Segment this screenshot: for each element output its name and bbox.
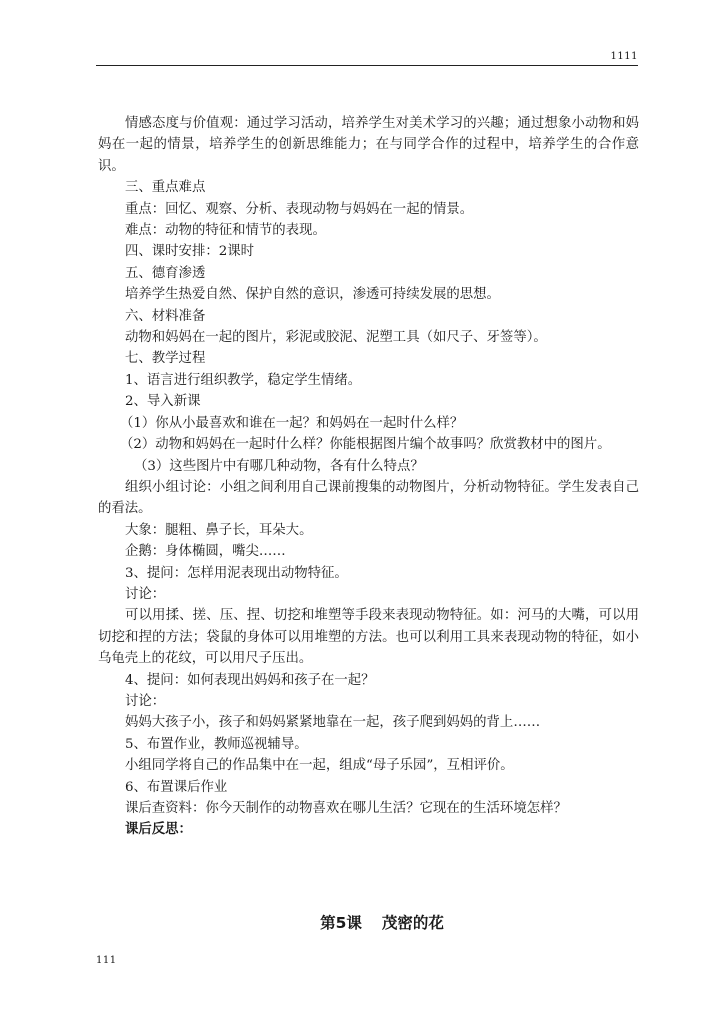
paragraph-group-works: 小组同学将自己的作品集中在一起，组成“母子乐园”，互相评价。 bbox=[125, 758, 514, 774]
list-item: 2、导入新课 bbox=[125, 394, 201, 410]
question-item: （3）这些图片中有哪几种动物，各有什么特点？ bbox=[134, 458, 424, 474]
paragraph-homework: 课后查资料：你今天制作的动物喜欢在哪儿生活？它现在的生活环境怎样？ bbox=[125, 801, 567, 816]
paragraph-attitude-values: 情感态度与价值观：通过学习活动，培养学生对美术学习的兴趣；通过想象小动物和妈妈在一起的情景，培养学生的创新思维能力；在与同学合作的过程中，培养学生的合作意识。 bbox=[98, 116, 639, 174]
list-item: 3、提问：怎样用泥表现出动物特征。 bbox=[125, 565, 348, 581]
lesson-name: 茂密的花 bbox=[381, 914, 444, 932]
heading-materials: 六、材料准备 bbox=[125, 308, 206, 324]
discussion-label: 讨论： bbox=[125, 586, 166, 602]
list-item: 5、布置作业，教师巡视辅导。 bbox=[125, 736, 308, 752]
discussion-label: 讨论： bbox=[125, 693, 166, 709]
heading-key-difficulties: 三、重点难点 bbox=[125, 180, 206, 196]
list-item: 4、提问：如何表现出妈妈和孩子在一起？ bbox=[125, 672, 375, 688]
heading-teaching-process: 七、教学过程 bbox=[125, 351, 206, 367]
paragraph-mother-child: 妈妈大孩子小，孩子和妈妈紧紧地靠在一起，孩子爬到妈妈的背上…… bbox=[125, 715, 541, 731]
header-rule bbox=[96, 65, 638, 66]
paragraph-clay-methods: 可以用揉、搓、压、捏、切挖和堆塑等手段来表现动物特征。如：河马的大嘴，可以用切挖和捏的方法；袋鼠的身体可以用堆塑的方法。也可以利用工具来表现动物的特征，如小乌龟壳上的花纹，可以用尺子压出。 bbox=[98, 608, 639, 667]
list-item: 1、语言进行组织教学，稳定学生情绪。 bbox=[125, 372, 362, 388]
list-item: 6、布置课后作业 bbox=[125, 779, 228, 795]
paragraph-group-discussion: 组织小组讨论：小组之间利用自己课前搜集的动物图片，分析动物特征。学生发表自己的看法。 bbox=[98, 479, 639, 517]
paragraph-elephant: 大象：腿粗、鼻子长，耳朵大。 bbox=[125, 522, 313, 538]
header-page-number: 1111 bbox=[610, 51, 638, 62]
paragraph-difficulties: 难点：动物的特征和情节的表现。 bbox=[125, 223, 326, 239]
question-item: （1）你从小最喜欢和谁在一起？和妈妈在一起时什么样？ bbox=[120, 415, 464, 431]
footer-page-number: 111 bbox=[96, 955, 117, 966]
reflection-heading: 课后反思： bbox=[125, 821, 192, 838]
paragraph-moral-education: 培养学生热爱自然、保护自然的意识，渗透可持续发展的思想。 bbox=[125, 287, 500, 303]
heading-moral-education: 五、德育渗透 bbox=[125, 265, 206, 281]
heading-class-hours: 四、课时安排：2课时 bbox=[125, 244, 255, 260]
paragraph-materials: 动物和妈妈在一起的图片，彩泥或胶泥、泥塑工具（如尺子、牙签等）。 bbox=[125, 330, 547, 346]
paragraph-key-points: 重点：回忆、观察、分析、表现动物与妈妈在一起的情景。 bbox=[125, 201, 474, 217]
question-item: （2）动物和妈妈在一起时什么样？你能根据图片编个故事吗？欣赏教材中的图片。 bbox=[120, 437, 611, 453]
paragraph-penguin: 企鹅：身体椭圆，嘴尖…… bbox=[125, 544, 286, 560]
lesson-title bbox=[0, 911, 724, 933]
lesson-body bbox=[98, 113, 639, 841]
lesson-number: 第5课 bbox=[320, 914, 362, 932]
